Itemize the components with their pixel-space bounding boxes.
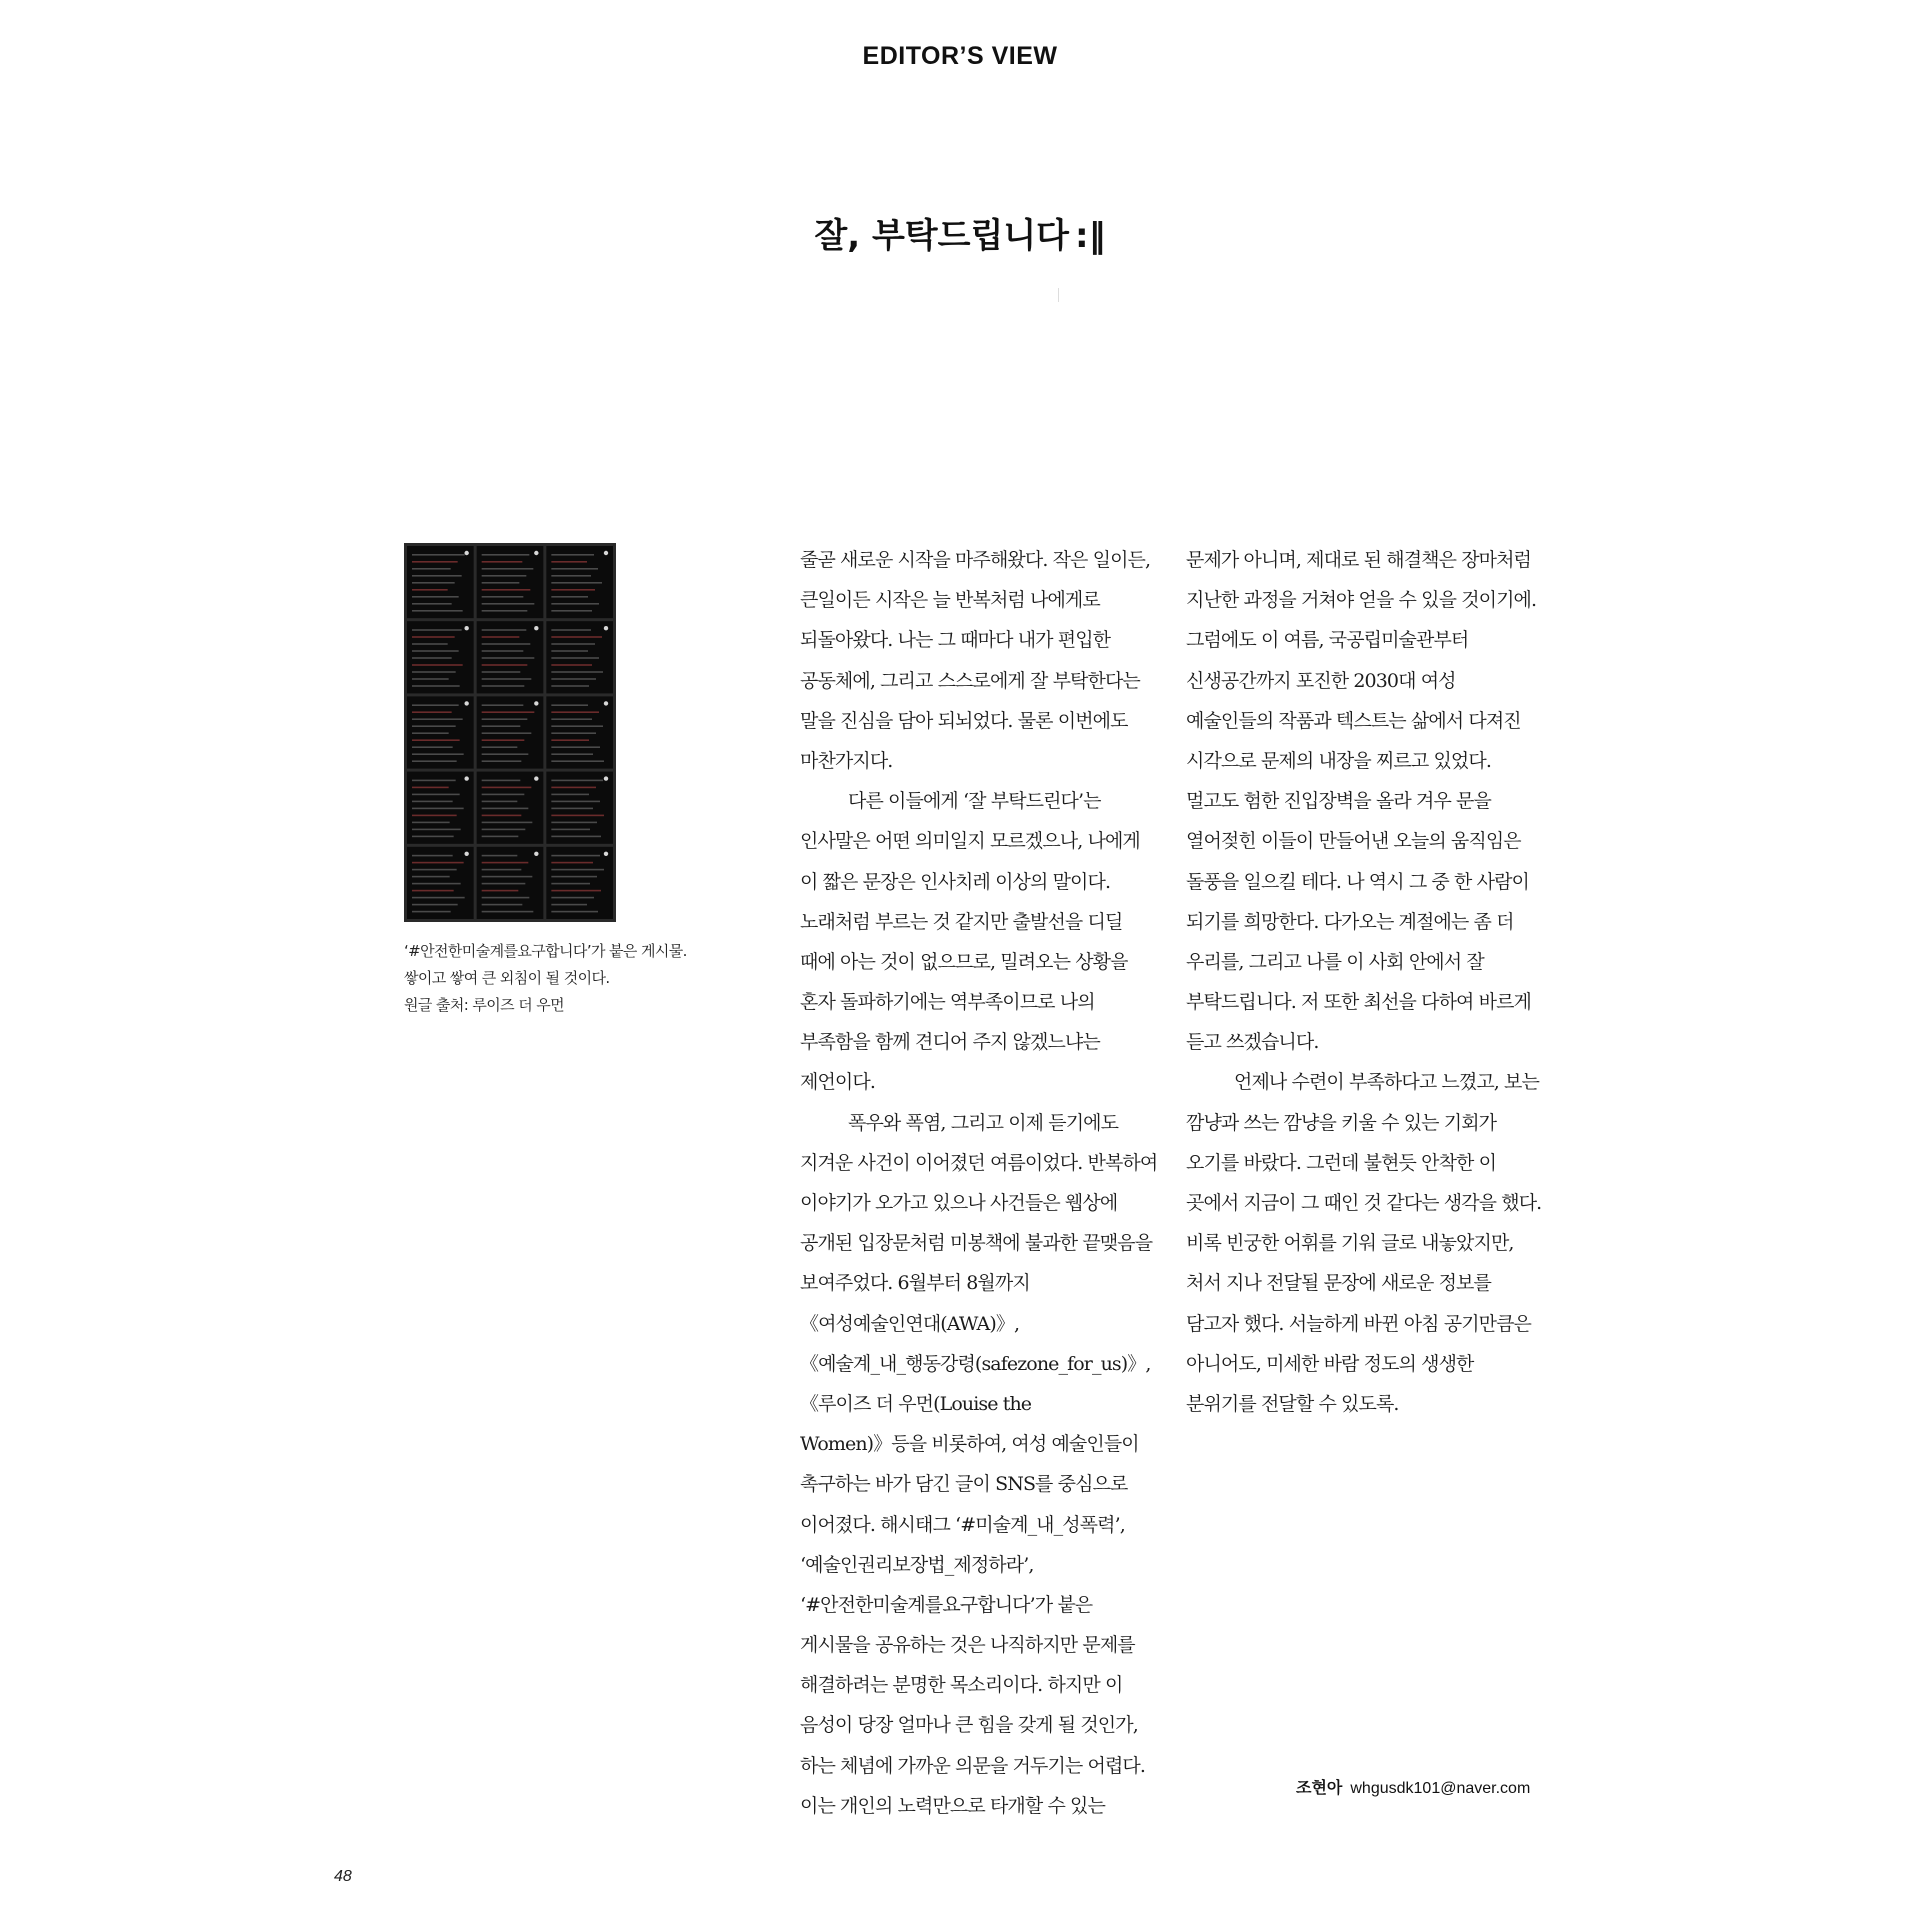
body-text-line: 《예술계_내_행동강령(safezone_for_us)》,: [800, 1352, 1151, 1375]
body-text-line: 멀고도 험한 진입장벽을 올라 겨우 문을: [1186, 790, 1491, 813]
body-text-line: 부족함을 함께 견디어 주지 않겠느냐는: [800, 1031, 1100, 1054]
body-text-line: 촉구하는 바가 담긴 글이 SNS를 중심으로: [800, 1473, 1128, 1496]
body-text-line: Women)》등을 비롯하여, 여성 예술인들이: [800, 1433, 1139, 1456]
author-email: whgusdk101@naver.com: [1350, 1780, 1531, 1797]
body-text-line: 이어졌다. 해시태그 ‘#미술계_내_성폭력’,: [800, 1513, 1125, 1536]
body-text-line: 곳에서 지금이 그 때인 것 같다는 생각을 했다.: [1186, 1192, 1542, 1214]
body-text-line: 보여주었다. 6월부터 8월까지: [800, 1272, 1030, 1295]
body-text-line: 지난한 과정을 거쳐야 얻을 수 있을 것이기에.: [1186, 589, 1537, 612]
body-text-line: 지겨운 사건이 이어졌던 여름이었다. 반복하여: [800, 1151, 1158, 1174]
body-text-line: 돌풍을 일으킬 테다. 나 역시 그 중 한 사람이: [1186, 870, 1529, 893]
body-text-line: 인사말은 어떤 의미일지 모르겠으나, 나에게: [800, 830, 1140, 853]
body-text-line: 큰일이든 시작은 늘 반복처럼 나에게로: [800, 589, 1100, 612]
body-text-line: 그럼에도 이 여름, 국공립미술관부터: [1186, 629, 1469, 652]
post-grid-image: [404, 543, 616, 922]
body-text-line: 해결하려는 분명한 목소리이다. 하지만 이: [800, 1674, 1123, 1697]
body-text-line: 게시물을 공유하는 것은 나직하지만 문제를: [800, 1634, 1135, 1657]
body-text-line: 비록 빈궁한 어휘를 기워 글로 내놓았지만,: [1186, 1232, 1514, 1255]
fold-mark: [1058, 288, 1059, 302]
body-text-line: 이는 개인의 노력만으로 타개할 수 있는: [800, 1794, 1105, 1817]
body-text-line: 폭우와 폭염, 그리고 이제 듣기에도: [848, 1111, 1119, 1134]
body-text-line: 언제나 수련이 부족하다고 느꼈고, 보는: [1234, 1071, 1539, 1094]
body-text-line: 마찬가지다.: [800, 749, 893, 772]
body-text-line: 예술인들의 작품과 텍스트는 삶에서 다져진: [1186, 709, 1521, 732]
body-text-line: 제언이다.: [800, 1071, 875, 1094]
body-column-2: [1186, 540, 1556, 1424]
body-text-line: 《루이즈 더 우먼(Louise the: [800, 1392, 1032, 1415]
body-text-line: 이 짧은 문장은 인사치레 이상의 말이다.: [800, 870, 1111, 893]
body-text-line: 분위기를 전달할 수 있도록.: [1186, 1392, 1399, 1415]
body-text-line: 부탁드립니다. 저 또한 최선을 다하여 바르게: [1186, 991, 1532, 1014]
caption-line: 원글 출처: 루이즈 더 우먼: [404, 996, 565, 1014]
body-text-line: 되기를 희망한다. 다가오는 계절에는 좀 더: [1186, 910, 1514, 933]
body-text-line: 우리를, 그리고 나를 이 사회 안에서 잘: [1186, 950, 1484, 973]
body-text-line: 공동체에, 그리고 스스로에게 잘 부탁한다는: [800, 669, 1140, 692]
instagram-post-grid-photo: [404, 543, 616, 922]
article-title: [0, 208, 1920, 257]
body-text-line: 음성이 당장 얼마나 큰 힘을 갖게 될 것인가,: [800, 1714, 1138, 1737]
body-text-line: ‘#안전한미술계를요구합니다’가 붙은: [800, 1593, 1093, 1616]
page-number: 48: [334, 1868, 352, 1885]
body-text-line: 때에 아는 것이 없으므로, 밀려오는 상황을: [800, 950, 1128, 973]
body-text-line: 《여성예술인연대(AWA)》,: [800, 1312, 1020, 1335]
article-title-text: 잘, 부탁드립니다: [814, 216, 1070, 256]
author-name: 조현아: [1296, 1778, 1343, 1797]
body-text-line: 문제가 아니며, 제대로 된 해결책은 장마처럼: [1186, 549, 1532, 571]
body-text-line: 아니어도, 미세한 바람 정도의 생생한: [1186, 1352, 1474, 1375]
body-text-line: 하는 체념에 가까운 의문을 거두기는 어렵다.: [800, 1754, 1146, 1777]
body-text-line: 다른 이들에게 ‘잘 부탁드린다’는: [848, 790, 1101, 813]
body-text-line: 열어젖힌 이들이 만들어낸 오늘의 움직임은: [1186, 830, 1521, 853]
body-text-line: 혼자 돌파하기에는 역부족이므로 나의: [800, 991, 1095, 1014]
body-text-line: ‘예술인권리보장법_제정하라’,: [800, 1553, 1034, 1576]
body-text-line: 이야기가 오가고 있으나 사건들은 웹상에: [800, 1192, 1118, 1214]
body-column-1: [800, 540, 1170, 1826]
caption-line: ‘#안전한미술계를요구합니다’가 붙은 게시물.: [404, 942, 687, 960]
byline: [1296, 1775, 1530, 1798]
caption-line: 쌓이고 쌓여 큰 외침이 될 것이다.: [404, 969, 610, 987]
body-text-line: 오기를 바랐다. 그런데 불현듯 안착한 이: [1186, 1151, 1497, 1174]
title-mark-icon: :‖: [1075, 216, 1106, 256]
body-text-line: 신생공간까지 포진한 2030대 여성: [1186, 669, 1456, 692]
body-text-line: 시각으로 문제의 내장을 찌르고 있었다.: [1186, 749, 1491, 772]
body-text-line: 깜냥과 쓰는 깜냥을 키울 수 있는 기회가: [1186, 1111, 1497, 1134]
body-text-line: 처서 지나 전달될 문장에 새로운 정보를: [1186, 1272, 1491, 1295]
body-text-line: 듣고 쓰겠습니다.: [1186, 1031, 1319, 1054]
section-label: EDITOR’S VIEW: [862, 42, 1058, 70]
body-text-line: 노래처럼 부르는 것 같지만 출발선을 디딜: [800, 910, 1123, 933]
body-text-line: 담고자 했다. 서늘하게 바뀐 아침 공기만큼은: [1186, 1312, 1532, 1335]
body-text-line: 되돌아왔다. 나는 그 때마다 내가 편입한: [800, 629, 1111, 652]
body-text-line: 말을 진심을 담아 되뇌었다. 물론 이번에도: [800, 709, 1128, 732]
figure-caption: [404, 938, 734, 1019]
body-text-line: 공개된 입장문처럼 미봉책에 불과한 끝맺음을: [800, 1232, 1153, 1255]
body-text-line: 줄곧 새로운 시작을 마주해왔다. 작은 일이든,: [800, 549, 1151, 571]
